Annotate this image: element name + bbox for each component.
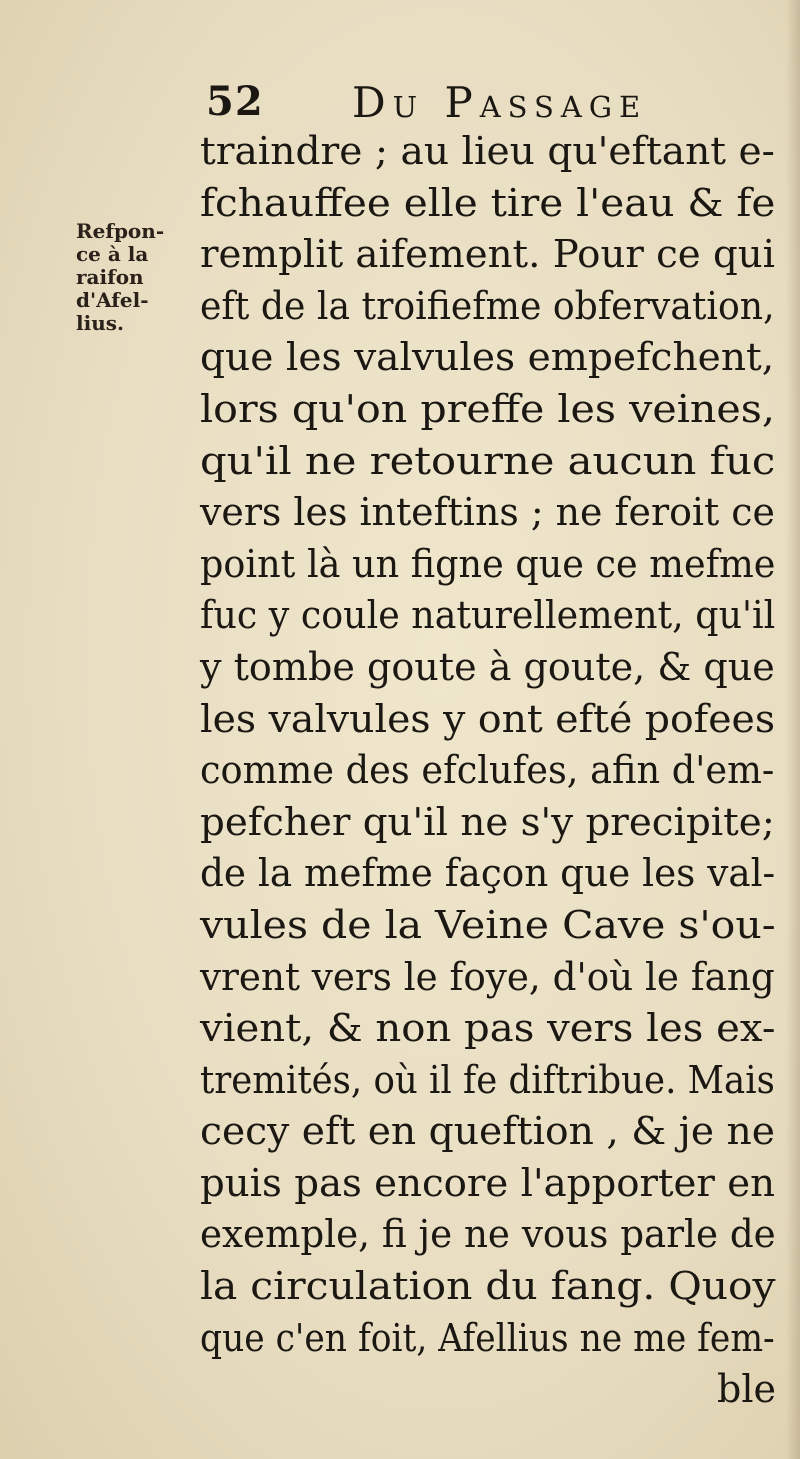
text-line: vrent vers le foye, d'où le fang [200,954,775,999]
running-head: Du Passage [352,78,648,127]
text-line: vient, & non pas vers les ex- [200,1006,776,1051]
text-line: lors qu'on preffe les veines, [200,386,775,431]
text-line: remplit aifement. Pour ce qui [200,232,776,277]
margin-note-line: Refpon- [76,219,165,243]
text-line: eft de la troifiefme obfervation, [200,283,775,328]
text-line: traindre ; au lieu qu'eftant e- [200,129,775,173]
text-line: vers les inteftins ; ne feroit ce [200,490,775,535]
text-line: point là un figne que ce mefme [200,541,776,586]
text-line: puis pas encore l'apporter en [200,1160,776,1205]
margin-note-line: d'Afel- [76,288,149,312]
body-text [200,126,790,1416]
text-line: qu'il ne retourne aucun fuc [200,438,776,483]
text-line: pefcher qu'il ne s'y precipite; [200,799,775,844]
text-line: y tombe goute à goute, & que [200,644,775,689]
text-line: fuc y coule naturellement, qu'il [200,593,776,638]
margin-note-line: ce à la [76,242,149,266]
text-line: comme des efclufes, afin d'em- [200,748,775,793]
text-line: les valvules y ont efté pofees [200,696,776,741]
text-line: de la mefme façon que les val- [200,851,776,896]
text-line: tremités, où il fe diftribue. Mais [200,1057,775,1102]
catchword: ble [717,1367,776,1412]
text-line: la circulation du fang. Quoy [200,1264,776,1309]
margin-note-line: lius. [76,311,124,335]
text-line: exemple, fi je ne vous parle de [200,1212,776,1257]
text-line: que c'en foit, Afellius ne me fem- [200,1315,775,1360]
text-line: cecy eft en queftion , & je ne [200,1109,775,1154]
text-line: vules de la Veine Cave s'ou- [200,902,776,947]
page-number: 52 [206,78,264,125]
margin-note [76,220,186,335]
margin-note-line: raifon [76,265,144,289]
text-line: fchauffee elle tire l'eau & fe [200,180,776,225]
text-line: que les valvules empefchent, [200,335,775,380]
page-header [206,78,766,132]
